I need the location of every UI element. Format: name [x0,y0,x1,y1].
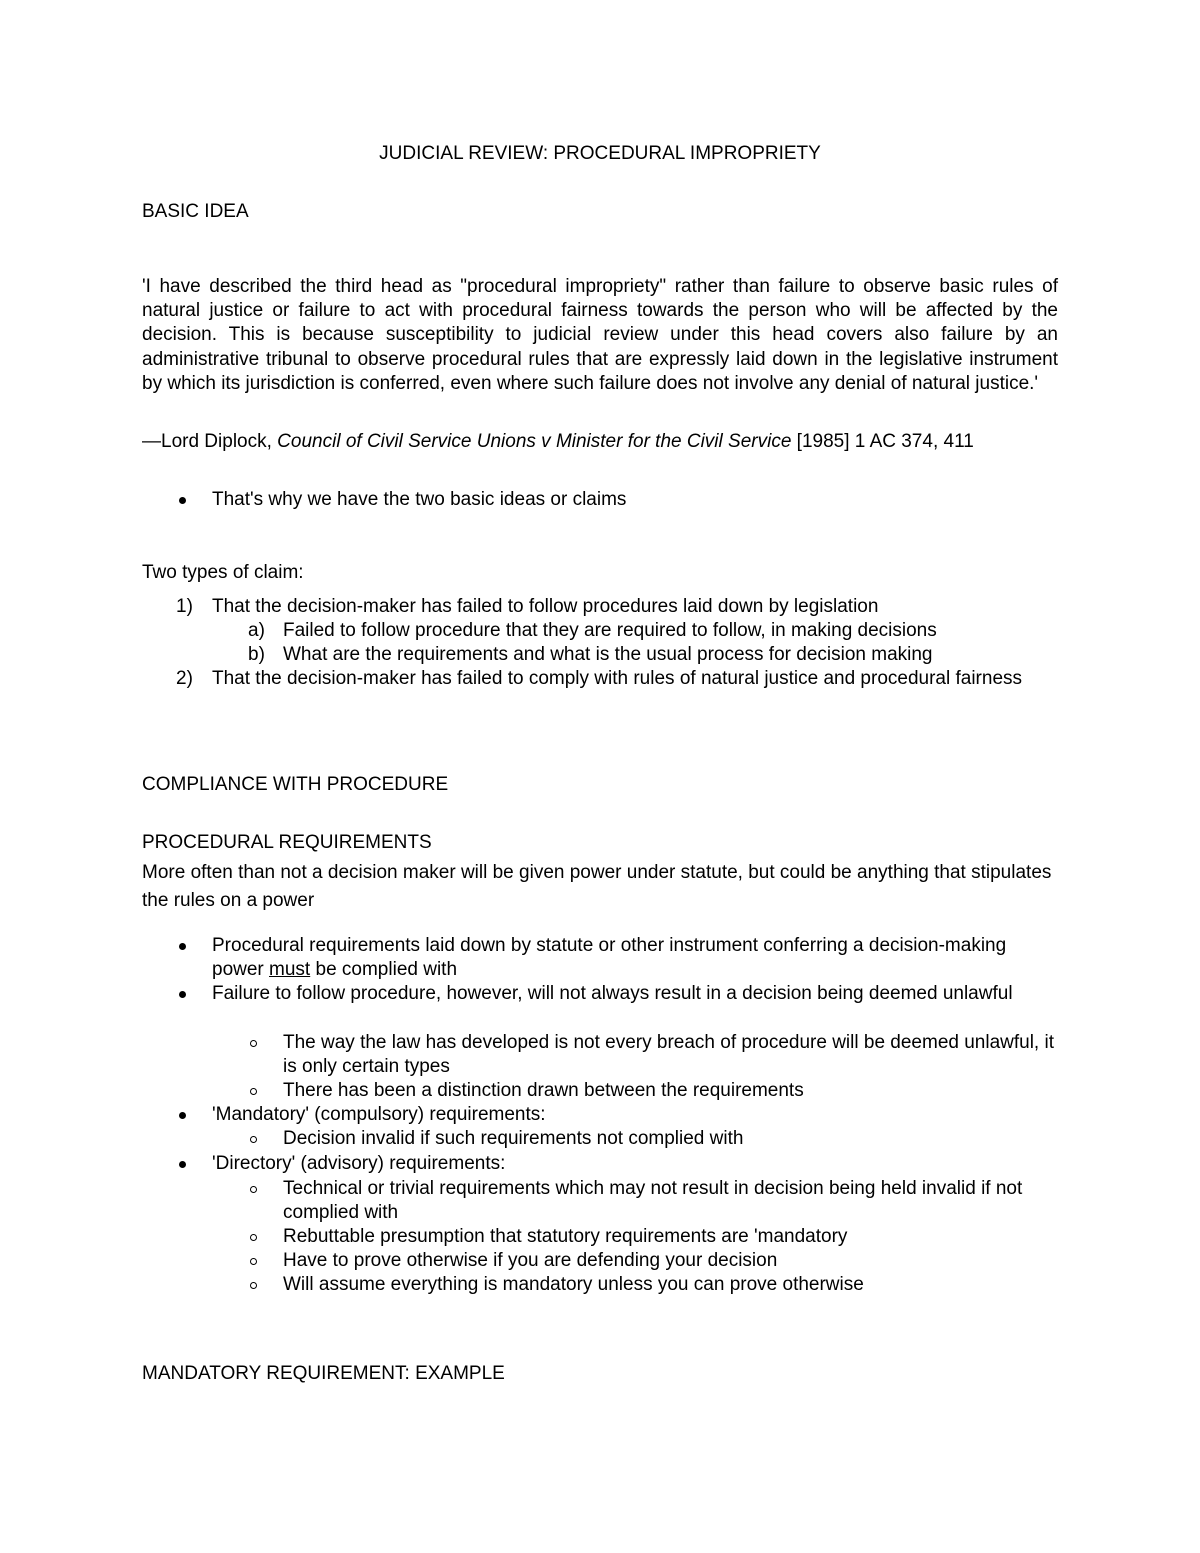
claim-1b-letter: b) [248,644,265,665]
sub-bullet-icon [250,1234,257,1241]
sub-bullet-icon [250,1040,257,1047]
requirement-bullet-3: 'Mandatory' (compulsory) requirements: [212,1104,546,1125]
compliance-heading: COMPLIANCE WITH PROCEDURE [142,774,449,795]
requirement-bullet-1-end: be complied with [310,959,458,980]
bullet-icon [179,1161,186,1168]
diplock-quote: 'I have described the third head as "procedural impropriety" rather than failure to observe basic rules of natural justice or failure to act with procedural fairness towards the person who will be affected by the decision. This is because susceptibility to judicial review under this head covers also failure by an administrative tribunal to observe procedural rules that are expressly laid down in the legislative instrument by which its jurisdiction is conferred, even where such failure does not involve any denial of natural justice.' [142,276,1058,394]
requirement-bullet-2-sub-2: There has been a distinction drawn between the requirements [283,1080,804,1101]
sub-bullet-icon [250,1258,257,1265]
sub-bullet-icon [250,1088,257,1095]
claims-heading: Two types of claim: [142,562,304,583]
claim-2-number: 2) [176,668,193,689]
requirement-bullet-2-sub-1: The way the law has developed is not every breach of procedure will be deemed unlawful, it is only certain types [283,1032,1054,1077]
attribution-prefix: —Lord Diplock, [142,431,278,452]
requirement-bullet-2: Failure to follow procedure, however, will not always result in a decision being deemed unlawful [212,983,1013,1004]
requirement-bullet-4: 'Directory' (advisory) requirements: [212,1153,506,1174]
document-title: JUDICIAL REVIEW: PROCEDURAL IMPROPRIETY [379,143,821,164]
claim-1b-text: What are the requirements and what is the usual process for decision making [283,644,933,665]
claim-1a-text: Failed to follow procedure that they are required to follow, in making decisions [283,620,937,641]
claim-1-number: 1) [176,596,193,617]
claim-1-text: That the decision-maker has failed to follow procedures laid down by legislation [212,596,879,617]
sub-bullet-icon [250,1282,257,1289]
claim-1a-letter: a) [248,620,265,641]
requirement-bullet-1-start: Procedural requirements laid down by statute or other instrument conferring a decision-making power [212,935,1007,980]
attribution-citation: [1985] 1 AC 374, 411 [791,431,974,452]
procedural-requirements-intro: More often than not a decision maker will be given power under statute, but could be anything that stipulates the rules on a power [142,862,1052,911]
basic-idea-heading: BASIC IDEA [142,201,249,222]
requirement-bullet-3-sub-1: Decision invalid if such requirements not complied with [283,1128,744,1149]
requirement-bullet-4-sub-1: Technical or trivial requirements which may not result in decision being held invalid if not complied with [283,1178,1023,1223]
requirement-bullet-4-sub-3: Have to prove otherwise if you are defending your decision [283,1250,778,1271]
bullet-icon [179,497,186,504]
attribution-case-name: Council of Civil Service Unions v Minister for the Civil Service [277,431,792,452]
requirement-bullet-1-emphasis: must [269,959,311,980]
requirement-bullet-1 [212,934,1058,982]
basic-idea-bullet-text: That's why we have the two basic ideas or claims [212,489,627,510]
sub-bullet-icon [250,1136,257,1143]
mandatory-example-heading: MANDATORY REQUIREMENT: EXAMPLE [142,1363,505,1384]
procedural-requirements-heading: PROCEDURAL REQUIREMENTS [142,832,432,853]
quote-attribution [142,430,1058,454]
bullet-icon [179,1112,186,1119]
requirement-bullet-4-sub-2: Rebuttable presumption that statutory requirements are 'mandatory [283,1226,848,1247]
bullet-icon [179,943,186,950]
claim-2-text: That the decision-maker has failed to comply with rules of natural justice and procedural fairness [212,668,1023,689]
bullet-icon [179,991,186,998]
sub-bullet-icon [250,1186,257,1193]
requirement-bullet-4-sub-4: Will assume everything is mandatory unless you can prove otherwise [283,1274,864,1295]
